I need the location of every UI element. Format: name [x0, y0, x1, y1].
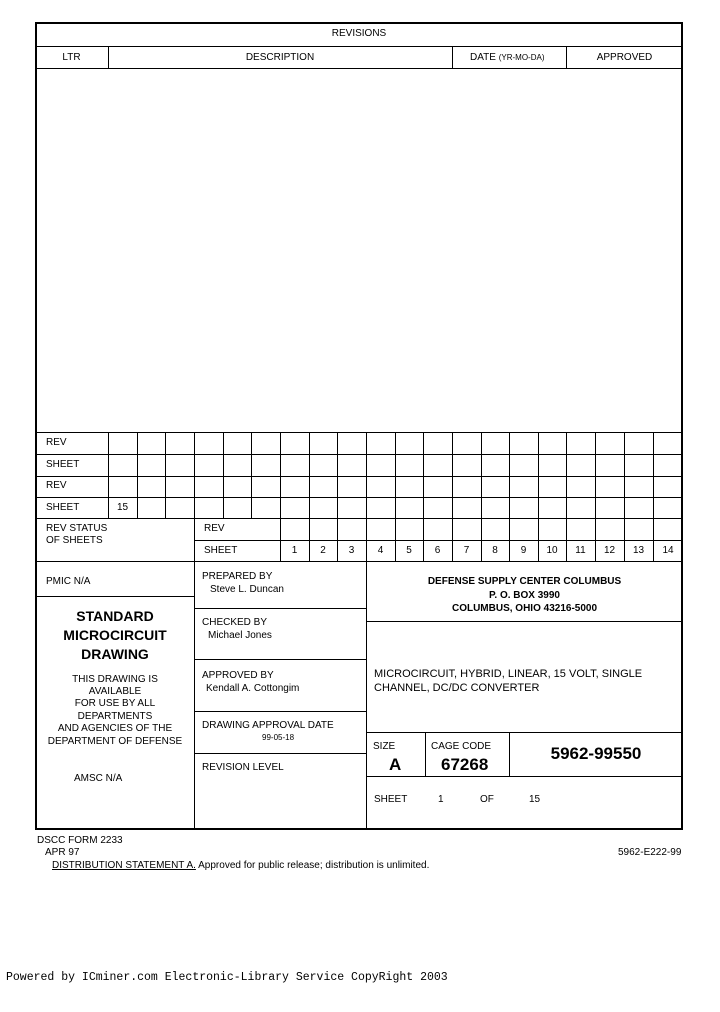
- doc-code: 5962-E222-99: [618, 847, 682, 858]
- grid-line: [624, 432, 625, 561]
- grid-line: [481, 432, 482, 561]
- grid-line: [595, 432, 596, 561]
- checked-label: CHECKED BY: [202, 617, 268, 628]
- grid-line: [251, 432, 252, 518]
- col-date: DATE (YR-MO-DA): [470, 52, 545, 63]
- approval-date: 99-05-18: [262, 733, 295, 742]
- approval-date-label: DRAWING APPROVAL DATE: [202, 720, 334, 731]
- rev-status-rev: REV: [204, 523, 225, 534]
- grid-line: [137, 432, 138, 518]
- title-microcircuit: MICROCIRCUIT: [63, 627, 167, 643]
- approved-name: Kendall A. Cottongim: [206, 683, 300, 694]
- prepared-label: PREPARED BY: [202, 571, 273, 582]
- of-label: OF: [480, 794, 494, 805]
- sheet-label: SHEET: [374, 794, 408, 805]
- rev-status-line2: OF SHEETS: [46, 535, 103, 546]
- grid-line: [653, 432, 654, 561]
- sheet-number-cell: 9: [520, 545, 527, 556]
- sheet-number-cell: 1: [291, 545, 298, 556]
- revisions-title: REVISIONS: [331, 28, 387, 39]
- drawing-number: 5962-99550: [550, 744, 642, 763]
- col-approved: APPROVED: [596, 52, 653, 63]
- sheet-total: 15: [529, 794, 541, 805]
- sheet-number-cell: 14: [662, 545, 674, 556]
- col-ltr: LTR: [62, 52, 81, 63]
- rev-status-sheet: SHEET: [204, 545, 238, 556]
- title-standard: STANDARD: [76, 608, 154, 624]
- agency-line1: DEFENSE SUPPLY CENTER COLUMBUS: [427, 576, 622, 587]
- avail-line6: DEPARTMENT OF DEFENSE: [47, 736, 183, 747]
- device-title-line2: CHANNEL, DC/DC CONVERTER: [374, 682, 540, 694]
- cage-value: 67268: [441, 755, 489, 774]
- grid-line: [452, 432, 453, 561]
- size-value: A: [389, 755, 402, 774]
- avail-line1: THIS DRAWING IS: [72, 674, 158, 685]
- grid-line: [509, 432, 510, 561]
- sheet-number-cell: 12: [603, 545, 616, 556]
- form-number: DSCC FORM 2233: [37, 835, 123, 846]
- sheet-number-cell: 4: [377, 545, 384, 556]
- sheet-number-cell: 5: [406, 545, 412, 556]
- approved-label: APPROVED BY: [202, 670, 274, 681]
- sheet-15-cell: 15: [116, 502, 129, 513]
- sheet-number-cell: 3: [348, 545, 355, 556]
- prepared-name: Steve L. Duncan: [210, 584, 284, 595]
- row-rev-1: REV: [46, 437, 67, 448]
- grid-line: [538, 432, 539, 561]
- agency-line3: COLUMBUS, OHIO 43216-5000: [451, 603, 598, 614]
- grid-line: [280, 432, 281, 561]
- row-rev-2: REV: [46, 480, 67, 491]
- sheet-number-cell: 10: [546, 545, 558, 556]
- grid-line: [194, 432, 195, 518]
- sheet-number-cell: 13: [632, 545, 645, 556]
- checked-name: Michael Jones: [208, 630, 272, 641]
- pmic: PMIC N/A: [46, 576, 91, 587]
- sheet-number-cell: 6: [434, 545, 441, 556]
- form-date: APR 97: [45, 847, 80, 858]
- agency-line2: P. O. BOX 3990: [489, 590, 560, 601]
- distribution-statement: DISTRIBUTION STATEMENT A. Approved for public release; distribution is unlimited.: [52, 860, 430, 871]
- watermark: Powered by ICminer.com Electronic-Library Service CopyRight 2003: [6, 971, 448, 984]
- title-drawing: DRAWING: [81, 646, 149, 662]
- grid-line: [423, 432, 424, 561]
- col-description: DESCRIPTION: [245, 52, 315, 63]
- avail-line3: FOR USE BY ALL: [74, 698, 156, 709]
- sheet-number: 1: [438, 794, 444, 805]
- sheet-number-cell: 2: [320, 545, 326, 556]
- amsc: AMSC N/A: [74, 773, 123, 784]
- row-sheet-1: SHEET: [46, 459, 80, 470]
- cage-label: CAGE CODE: [431, 741, 492, 752]
- sheet-number-cell: 11: [575, 545, 586, 556]
- row-sheet-2: SHEET: [46, 502, 80, 513]
- rev-status-line1: REV STATUS: [46, 523, 108, 534]
- device-title-line1: MICROCIRCUIT, HYBRID, LINEAR, 15 VOLT, SINGLE: [374, 668, 643, 680]
- avail-line5: AND AGENCIES OF THE: [57, 723, 173, 734]
- grid-line: [223, 432, 224, 518]
- grid-line: [309, 432, 310, 561]
- sheet-number-cell: 8: [492, 545, 498, 556]
- grid-line: [366, 432, 367, 561]
- avail-line2: AVAILABLE: [88, 686, 142, 697]
- avail-line4: DEPARTMENTS: [77, 711, 153, 722]
- grid-line: [337, 432, 338, 561]
- grid-line: [165, 432, 166, 518]
- grid-line: [395, 432, 396, 561]
- grid-line: [566, 432, 567, 561]
- sheet-number-cell: 7: [463, 545, 470, 556]
- size-label: SIZE: [373, 741, 396, 752]
- revision-level-label: REVISION LEVEL: [202, 762, 284, 773]
